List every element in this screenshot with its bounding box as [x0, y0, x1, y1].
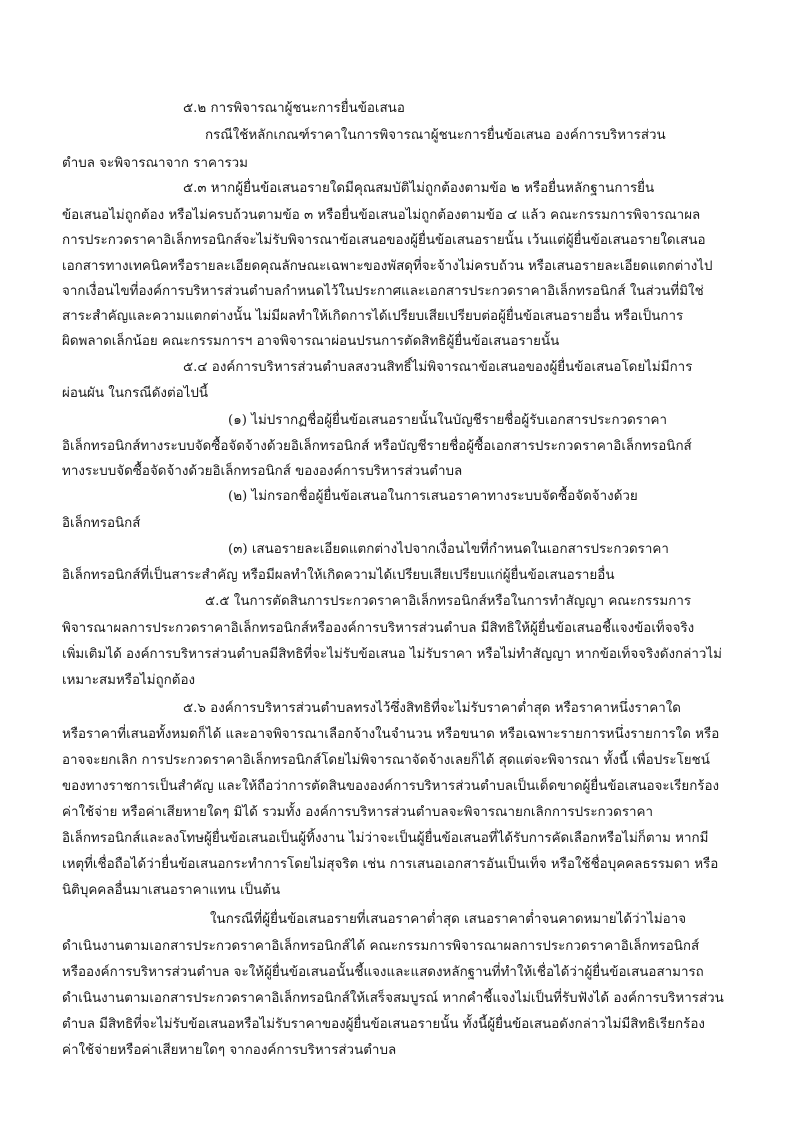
text-line: ผิดพลาดเล็กน้อย คณะกรรมการฯ อาจพิจารณาผ่อนปรนการตัดสิทธิผู้ยื่นข้อเสนอรายนั้น — [62, 334, 560, 349]
text-line: การประกวดราคาอิเล็กทรอนิกส์จะไม่รับพิจารณาข้อเสนอของผู้ยื่นข้อเสนอรายนั้น เว้นแต่ผู้ยื่นข้อเสนอรายใดเสนอ — [62, 233, 706, 248]
text-line: ทางระบบจัดซื้อจัดจ้างด้วยอิเล็กทรอนิกส์ ขององค์การบริหารส่วนตำบล — [62, 464, 463, 479]
text-line: ข้อเสนอไม่ถูกต้อง หรือไม่ครบถ้วนตามข้อ ๓ หรือยื่นข้อเสนอไม่ถูกต้องตามข้อ ๔ แล้ว คณะกรรมการพิจารณาผล — [62, 208, 701, 223]
text-line: ๕.๓ หากผู้ยื่นข้อเสนอรายใดมีคุณสมบัติไม่ถูกต้องตามข้อ ๒ หรือยื่นหลักฐานการยื่น — [183, 181, 655, 196]
text-line: (๒) ไม่กรอกชื่อผู้ยื่นข้อเสนอในการเสนอราคาทางระบบจัดซื้อจัดจ้างด้วย — [228, 489, 638, 504]
text-line: ๕.๔ องค์การบริหารส่วนตำบลสงวนสิทธิ์ไม่พิจารณาข้อเสนอของผู้ยื่นข้อเสนอโดยไม่มีการ — [183, 360, 693, 375]
text-line: ค่าใช้จ่าย หรือค่าเสียหายใดๆ มิได้ รวมทั้ง องค์การบริหารส่วนตำบลจะพิจารณายกเลิกการประกวดราคา — [62, 805, 654, 820]
text-line: ๕.๒ การพิจารณาผู้ชนะการยื่นข้อเสนอ — [183, 101, 405, 116]
text-line: ดำเนินงานตามเอกสารประกวดราคาอิเล็กทรอนิกส์ให้เสร็จสมบูรณ์ หากคำชี้แจงไม่เป็นที่รับฟังได้ องค์การบริหารส่วน — [62, 991, 724, 1006]
text-line: ๕.๖ องค์การบริหารส่วนตำบลทรงไว้ซึ่งสิทธิที่จะไม่รับราคาต่ำสุด หรือราคาหนึ่งราคาใด — [183, 701, 681, 716]
text-line: อาจจะยกเลิก การประกวดราคาอิเล็กทรอนิกส์โดยไม่พิจารณาจัดจ้างเลยก็ได้ สุดแต่จะพิจารณา ทั้งนี้ เพื่อประโยชน์ — [62, 753, 710, 768]
text-line: ในกรณีที่ผู้ยื่นข้อเสนอรายที่เสนอราคาต่ำสุด เสนอราคาต่ำจนคาดหมายได้ว่าไม่อาจ — [210, 912, 687, 927]
text-line: ๕.๕ ในการตัดสินการประกวดราคาอิเล็กทรอนิกส์หรือในการทำสัญญา คณะกรรมการ — [205, 594, 692, 609]
text-line: ผ่อนผัน ในกรณีดังต่อไปนี้ — [62, 386, 209, 401]
text-line: เอกสารทางเทคนิคหรือรายละเอียดคุณลักษณะเฉพาะของพัสดุที่จะจ้างไม่ครบถ้วน หรือเสนอรายละเอียดแตกต่างไป — [62, 259, 713, 274]
text-line: ค่าใช้จ่ายหรือค่าเสียหายใดๆ จากองค์การบริหารส่วนตำบล — [62, 1043, 397, 1058]
text-line: ดำเนินงานตามเอกสารประกวดราคาอิเล็กทรอนิกส์ได้ คณะกรรมการพิจารณาผลการประกวดราคาอิเล็กทรอนิกส์ — [62, 939, 700, 954]
text-line: (๑) ไม่ปรากฏชื่อผู้ยื่นข้อเสนอรายนั้นในบัญชีรายชื่อผู้รับเอกสารประกวดราคา — [228, 413, 667, 428]
text-line: อิเล็กทรอนิกส์ทางระบบจัดซื้อจัดจ้างด้วยอิเล็กทรอนิกส์ หรือบัญชีรายชื่อผู้ซื้อเอกสารประกวดราคาอิเล็กทรอนิกส์ — [62, 439, 692, 454]
text-line: เหตุที่เชื่อถือได้ว่ายื่นข้อเสนอกระทำการโดยไม่สุจริต เช่น การเสนอเอกสารอันเป็นเท็จ หรือใช้ชื่อบุคคลธรรมดา หรือ — [62, 857, 719, 872]
text-line: ตำบล จะพิจารณาจาก ราคารวม — [62, 156, 248, 171]
text-line: อิเล็กทรอนิกส์และลงโทษผู้ยื่นข้อเสนอเป็นผู้ทิ้งงาน ไม่ว่าจะเป็นผู้ยื่นข้อเสนอที่ได้รับการคัดเลือกหรือไม่ก็ตาม หากมี — [62, 831, 709, 846]
text-line: เพิ่มเติมได้ องค์การบริหารส่วนตำบลมีสิทธิที่จะไม่รับข้อเสนอ ไม่รับราคา หรือไม่ทำสัญญา หากข้อเท็จจริงดังกล่าวไม่ — [62, 647, 722, 662]
text-line: ตำบล มีสิทธิที่จะไม่รับข้อเสนอหรือไม่รับราคาของผู้ยื่นข้อเสนอรายนั้น ทั้งนี้ผู้ยื่นข้อเสนอดังกล่าวไม่มีสิทธิเรียกร้อง — [62, 1017, 705, 1032]
text-line: หรือองค์การบริหารส่วนตำบล จะให้ผู้ยื่นข้อเสนอนั้นชี้แจงและแสดงหลักฐานที่ทำให้เชื่อได้ว่าผู้ยื่นข้อเสนอสามารถ — [62, 965, 704, 980]
text-line: สาระสำคัญและความแตกต่างนั้น ไม่มีผลทำให้เกิดการได้เปรียบเสียเปรียบต่อผู้ยื่นข้อเสนอรายอื่น หรือเป็นการ — [62, 309, 684, 324]
text-line: กรณีใช้หลักเกณฑ์ราคาในการพิจารณาผู้ชนะการยื่นข้อเสนอ องค์การบริหารส่วน — [205, 128, 666, 143]
text-line: จากเงื่อนไขที่องค์การบริหารส่วนตำบลกำหนดไว้ในประกาศและเอกสารประกวดราคาอิเล็กทรอนิกส์ ในส่วนที่มิใช่ — [62, 284, 704, 299]
text-line: เหมาะสมหรือไม่ถูกต้อง — [62, 673, 196, 688]
text-line: ของทางราชการเป็นสำคัญ และให้ถือว่าการตัดสินขององค์การบริหารส่วนตำบลเป็นเด็ดขาดผู้ยื่นข้อเสนอจะเรียกร้อง — [62, 779, 720, 794]
text-line: อิเล็กทรอนิกส์ — [62, 516, 141, 531]
text-line: อิเล็กทรอนิกส์ที่เป็นสาระสำคัญ หรือมีผลทำให้เกิดความได้เปรียบเสียเปรียบแก่ผู้ยื่นข้อเสนอรายอื่น — [62, 568, 615, 583]
text-line: นิติบุคคลอื่นมาเสนอราคาแทน เป็นต้น — [62, 883, 281, 898]
text-line: หรือราคาที่เสนอทั้งหมดก็ได้ และอาจพิจารณาเลือกจ้างในจำนวน หรือขนาด หรือเฉพาะรายการหนึ่งรายการใด หรือ — [62, 727, 720, 742]
text-line: (๓) เสนอรายละเอียดแตกต่างไปจากเงื่อนไขที่กำหนดในเอกสารประกวดราคา — [228, 542, 669, 557]
text-line: พิจารณาผลการประกวดราคาอิเล็กทรอนิกส์หรือองค์การบริหารส่วนตำบล มีสิทธิให้ผู้ยื่นข้อเสนอชี้แจงข้อเท็จจริง — [62, 621, 695, 636]
